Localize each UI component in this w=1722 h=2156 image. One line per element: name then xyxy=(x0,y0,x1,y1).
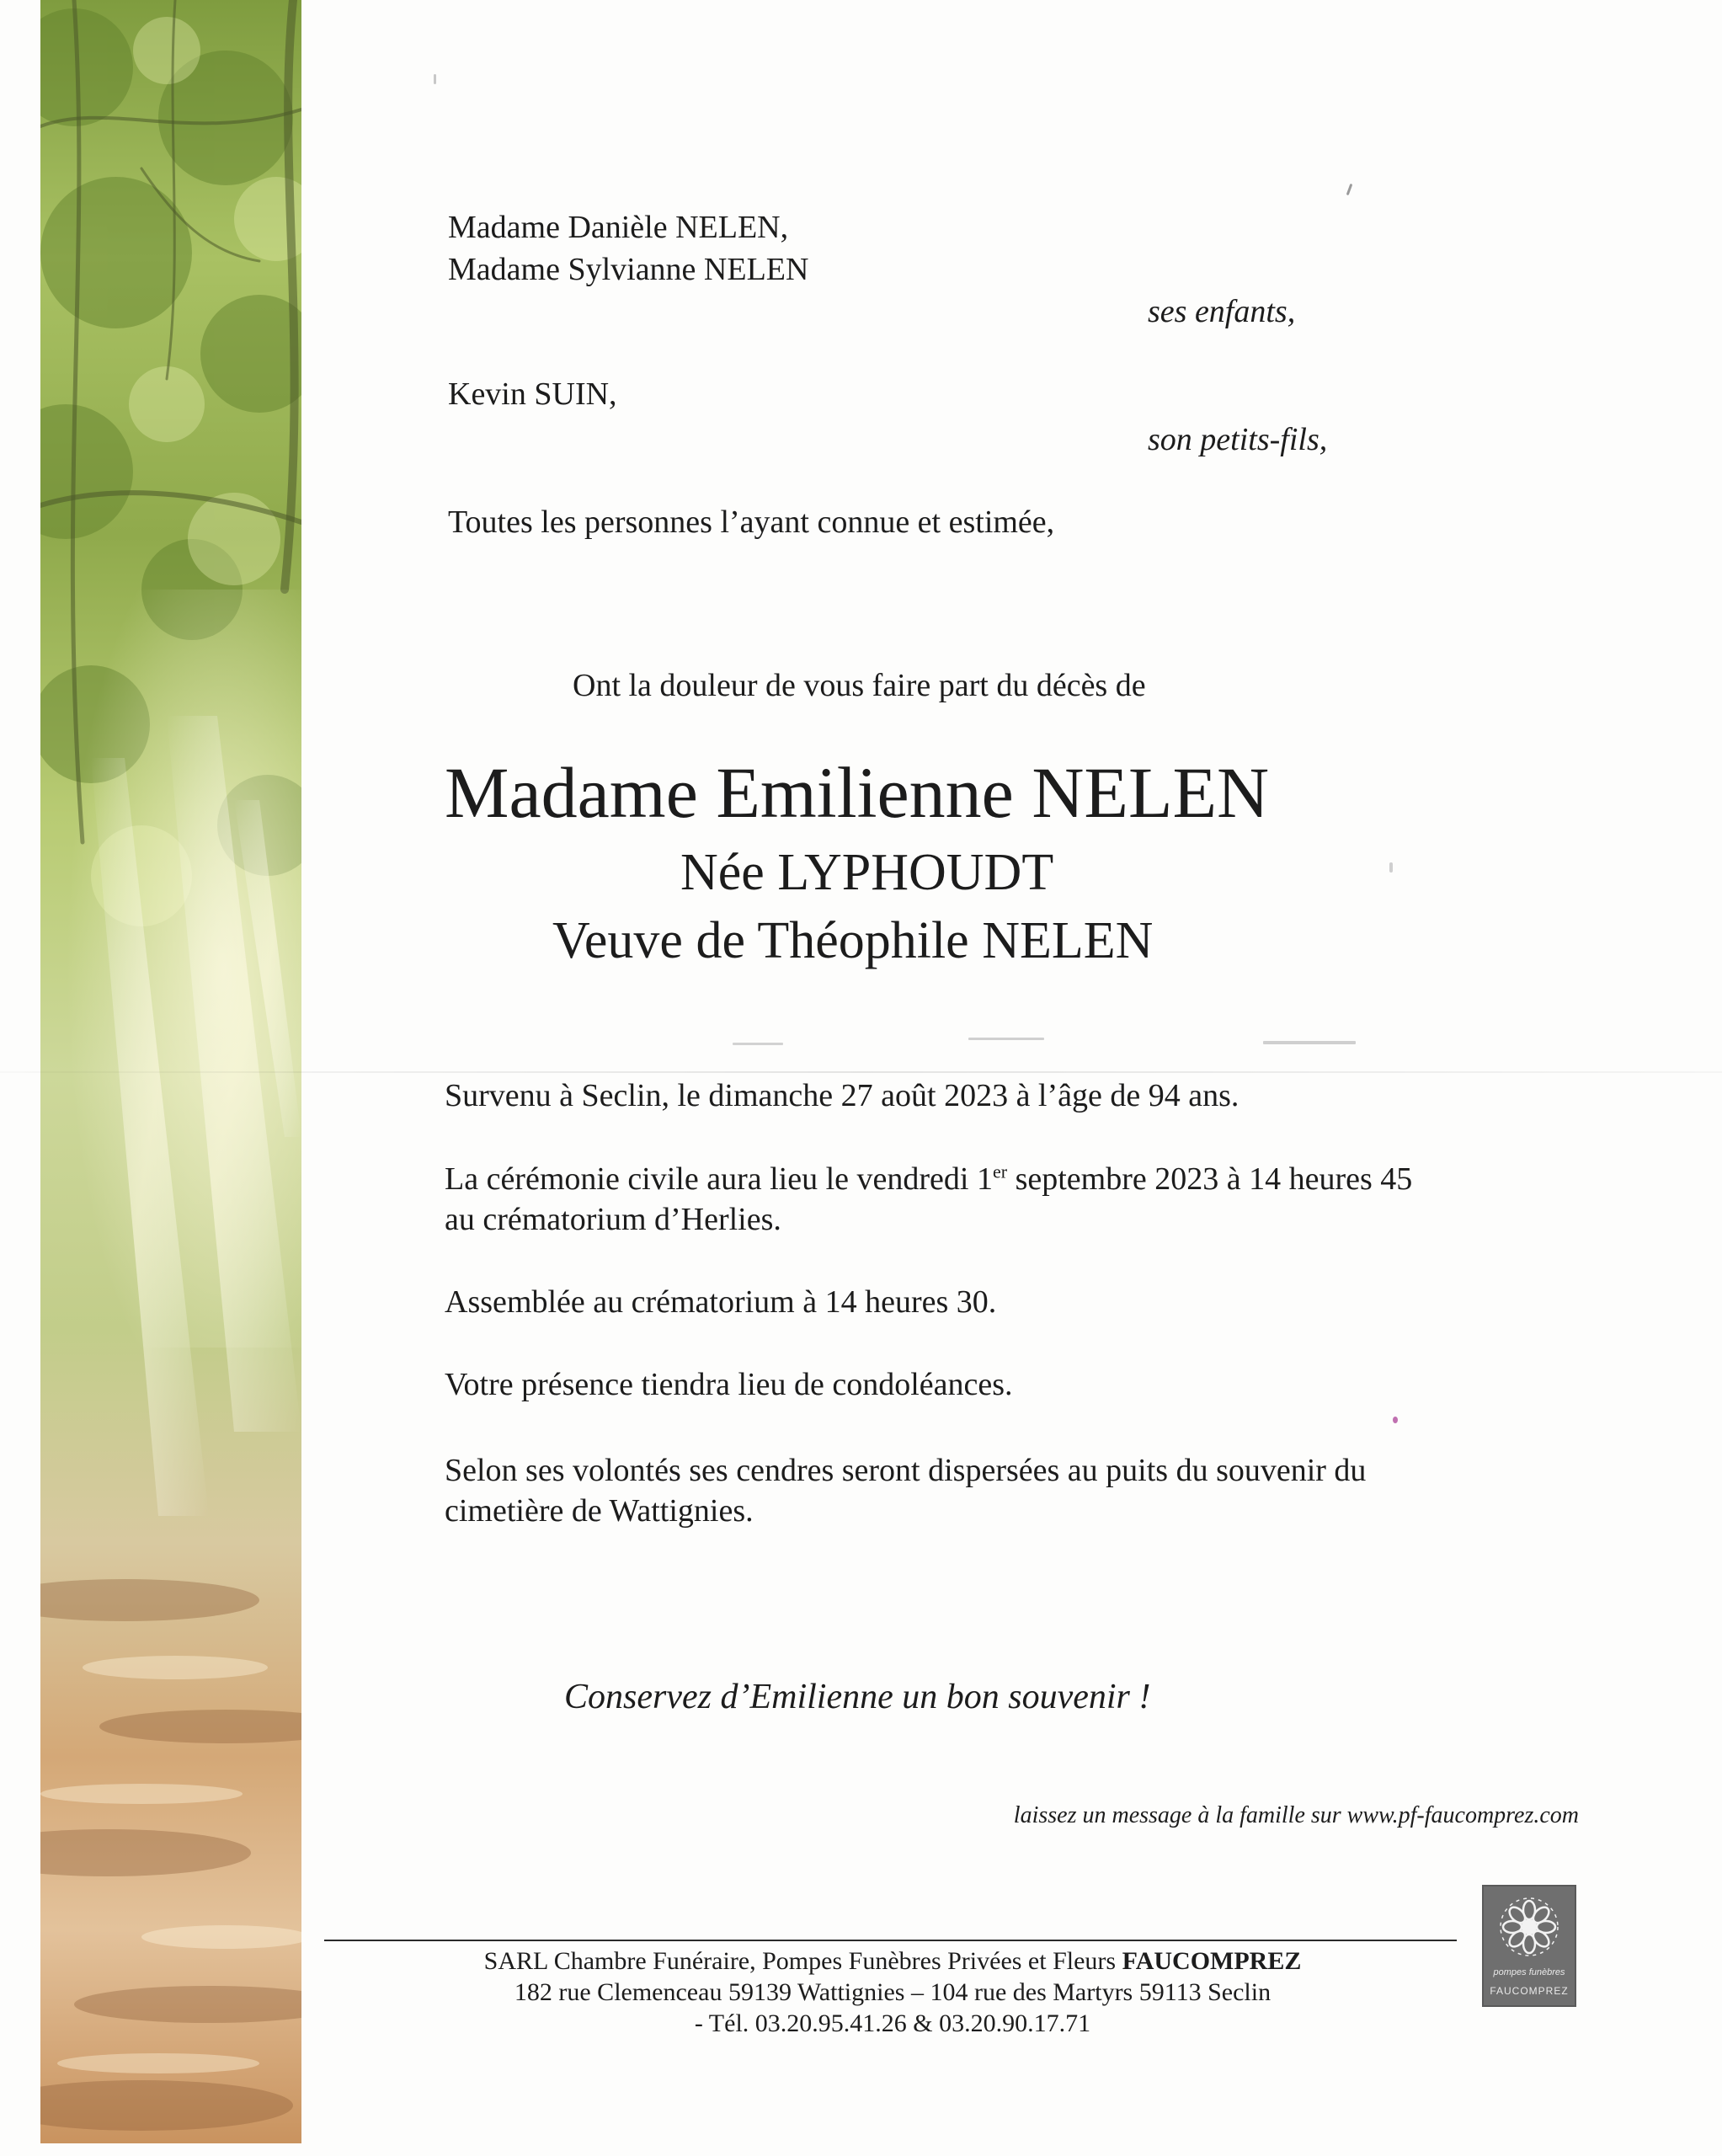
ceremony-date xyxy=(445,1159,1412,1199)
ceremony-ordinal: er xyxy=(992,1161,1008,1182)
ceremony-place: au crématorium d’Herlies. xyxy=(445,1202,781,1237)
grandchild-role: son petits-fils, xyxy=(1148,422,1328,457)
scan-mark xyxy=(1346,184,1353,195)
child-name-1: Madame Danièle NELEN, xyxy=(448,210,789,245)
maiden-name: Née LYPHOUDT xyxy=(680,844,1054,901)
footer-company-name: FAUCOMPREZ xyxy=(1122,1947,1302,1975)
ashes-line-1: Selon ses volontés ses cendres seront dispersées au puits du souvenir du xyxy=(445,1453,1367,1488)
grandchild-name: Kevin SUIN, xyxy=(448,376,617,412)
children-role: ses enfants, xyxy=(1148,294,1296,329)
others-line: Toutes les personnes l’ayant connue et estimée, xyxy=(448,504,1055,540)
deceased-name: Madame Emilienne NELEN xyxy=(445,752,1270,833)
child-name-2: Madame Sylvianne NELEN xyxy=(448,252,809,287)
scan-mark xyxy=(434,74,436,84)
announcement-intro: Ont la douleur de vous faire part du décès de xyxy=(573,668,1146,703)
condolences-note: Votre présence tiendra lieu de condoléances. xyxy=(445,1367,1013,1402)
footer-company xyxy=(362,1945,1423,1977)
scan-mark xyxy=(1389,862,1393,873)
scan-mark xyxy=(1393,1417,1398,1423)
ceremony-date-end: septembre 2023 à 14 heures 45 xyxy=(1007,1161,1413,1197)
ceremony-date-start: La cérémonie civile aura lieu le vendredi 1 xyxy=(445,1161,993,1197)
assembly-details: Assemblée au crématorium à 14 heures 30. xyxy=(445,1284,997,1320)
scan-mark xyxy=(733,1043,783,1045)
scan-mark xyxy=(968,1038,1044,1040)
logo-tagline: pompes funèbres xyxy=(1493,1967,1565,1977)
footer-phones: - Tél. 03.20.95.41.26 & 03.20.90.17.71 xyxy=(694,2009,1091,2037)
logo-brand: FAUCOMPREZ xyxy=(1490,1985,1569,1997)
scan-mark xyxy=(1263,1041,1356,1044)
flower-emblem-icon xyxy=(1484,1886,1575,1967)
footer-rule xyxy=(324,1940,1457,1941)
ashes-line-2: cimetière de Wattignies. xyxy=(445,1493,754,1529)
footer-addresses: 182 rue Clemenceau 59139 Wattignies – 104 rue des Martyrs 59113 Seclin xyxy=(514,1978,1272,2006)
death-details: Survenu à Seclin, le dimanche 27 août 2023 à l’âge de 94 ans. xyxy=(445,1078,1240,1113)
company-logo xyxy=(1482,1885,1576,2007)
widow-of: Veuve de Théophile NELEN xyxy=(552,912,1154,969)
closing-message: Conservez d’Emilienne un bon souvenir ! xyxy=(564,1678,1151,1716)
paper-fold-line xyxy=(0,1071,1722,1073)
footer-company-prefix: SARL Chambre Funéraire, Pompes Funèbres Privées et Fleurs xyxy=(483,1947,1122,1975)
website-note: laissez un message à la famille sur www.pf-faucomprez.com xyxy=(1013,1802,1579,1828)
